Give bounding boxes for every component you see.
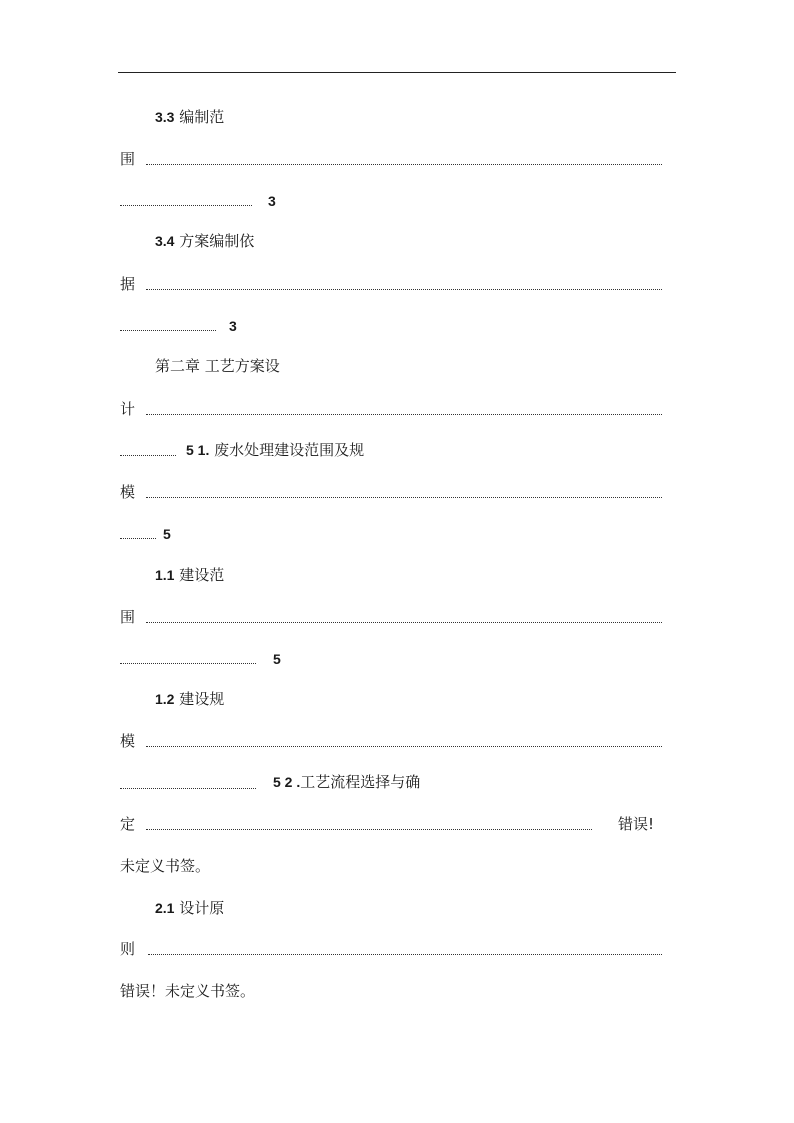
- toc-title: 方案编制依: [179, 232, 255, 250]
- toc-continuation: 计: [120, 400, 136, 418]
- toc-number: 3.3: [155, 109, 175, 125]
- leader-dots: [146, 164, 662, 165]
- leader-dots: [120, 455, 176, 456]
- toc-number: 1.2: [155, 691, 175, 707]
- toc-entry-3-3-heading: [155, 107, 224, 127]
- leader-dots: [148, 954, 662, 955]
- toc-continuation: 则: [120, 940, 136, 958]
- leader-dots: [120, 538, 156, 539]
- toc-continuation: 模: [120, 483, 136, 501]
- leader-dots: [146, 622, 662, 623]
- leader-dots: [120, 663, 256, 664]
- toc-continuation: 围: [120, 150, 136, 168]
- page-and-section-number: 5 2 .: [273, 774, 301, 790]
- toc-continuation: 模: [120, 732, 136, 750]
- toc-entry-1-1-heading: [155, 565, 224, 585]
- toc-title: 工艺流程选择与确: [300, 773, 421, 791]
- error-text: 错误!: [618, 815, 655, 833]
- page-and-section-number: 5 1.: [186, 442, 210, 458]
- page-number: 5: [273, 651, 281, 667]
- leader-dots: [146, 289, 662, 290]
- page-number: 3: [268, 193, 276, 209]
- toc-entry-1-2-heading: [155, 689, 224, 709]
- toc-continuation: 围: [120, 608, 136, 626]
- toc-title: 建设规: [179, 690, 225, 708]
- toc-title: 废水处理建设范围及规: [214, 441, 365, 459]
- toc-entry-3-4-heading: [155, 231, 254, 251]
- leader-dots: [146, 497, 662, 498]
- toc-continuation: 定: [120, 815, 136, 833]
- error-text: 未定义书签。: [120, 857, 211, 875]
- page-number: 3: [229, 318, 237, 334]
- error-text: 错误！未定义书签。: [120, 982, 256, 1000]
- toc-continuation: 据: [120, 275, 136, 293]
- toc-number: 3.4: [155, 233, 175, 249]
- toc-number: 1.1: [155, 567, 175, 583]
- leader-dots: [146, 414, 662, 415]
- leader-dots: [120, 205, 252, 206]
- leader-dots: [120, 330, 216, 331]
- toc-chapter-2-heading: 第二章 工艺方案设: [155, 357, 280, 375]
- leader-dots: [146, 829, 592, 830]
- page-number: 5: [163, 526, 171, 542]
- header-rule: [118, 72, 676, 73]
- toc-title: 设计原: [179, 899, 225, 917]
- toc-title: 建设范: [179, 566, 225, 584]
- toc-number: 2.1: [155, 900, 175, 916]
- toc-entry-1-heading: [186, 440, 364, 460]
- toc-entry-2-1-heading: [155, 898, 224, 918]
- toc-entry-2-heading: [273, 772, 420, 792]
- leader-dots: [146, 746, 662, 747]
- toc-title: 编制范: [179, 108, 225, 126]
- leader-dots: [120, 788, 256, 789]
